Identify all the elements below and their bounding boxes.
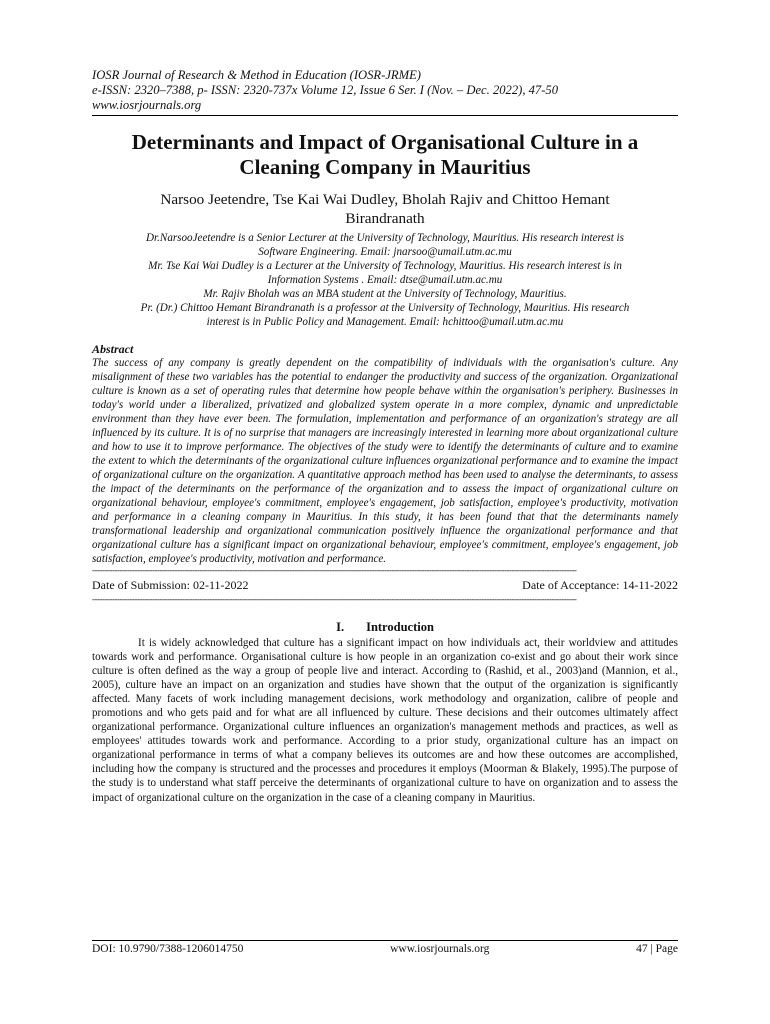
dashed-divider: -------------------------------------------------------------------------------------------------------------------------------------------------------------------------------------------------- (92, 595, 577, 603)
abstract-text: The success of any company is greatly dependent on the compatibility of individuals with the organisation's culture. Any misalignment of these two variables has the potential to endanger the productivity and success of the organization. Organizational culture is known as a set of operating rules that determine how people behave within the organisation's periphery. Businesses in today's world under a liberalized, privatized and globalized system operate in a more complex, dynamic and unpredictable environment than they have ever been. The formulation, implementation and performance of an organization's strategy are all influenced by its culture. It is of no surprise that managers are increasingly interested in learning more about organizational culture and how to use it to improve performance. The objectives of the study were to identify the determinants of culture and to examine the extent to which the determinants of the organizational culture influences organizational performance and to examine the impact of organizational culture on the organization. A quantitative approach method has been used to analyse the determinants, to assess the impact of the determinants on the performance of the organization and to assess the impact of organizational culture on organizational behaviour, employee's commitment, employee's engagement, job satisfaction, employee's productivity, motivation and performance in a cleaning company in Mauritius. In this study, it has been found that that the determinants namely transformational leadership and organizational communication positively influence the organizational performance and that organizational culture has a significant impact on organizational behaviour, employee's commitment, employee's engagement, job satisfaction, employee's productivity, motivation and performance. (92, 357, 678, 565)
affiliation-line: Software Engineering. Email: jnarsoo@umail.utm.ac.mu (258, 246, 512, 258)
affiliation-line: Mr. Rajiv Bholah was an MBA student at the University of Technology, Mauritius. (203, 288, 567, 300)
dashed-divider: -------------------------------------------------------------------------------------------------------------------------------------------------------------------------------------------------- (92, 566, 577, 574)
acceptance-date: Date of Acceptance: 14-11-2022 (522, 578, 678, 592)
abstract-heading: Abstract (92, 342, 134, 356)
section-number: I. (336, 620, 345, 634)
affiliation-line: Information Systems . Email: dtse@umail.utm.ac.mu (267, 274, 503, 286)
author-list (92, 190, 678, 228)
submission-date: Date of Submission: 02-11-2022 (92, 578, 249, 592)
affiliation-line: Mr. Tse Kai Wai Dudley is a Lecturer at the University of Technology, Mauritius. His research interest is in (148, 260, 622, 272)
footer-doi: DOI: 10.9790/7388-1206014750 (92, 943, 244, 955)
title-line-1: Determinants and Impact of Organisational Culture in a (131, 130, 639, 154)
footer-website: www.iosrjournals.org (390, 943, 490, 955)
dates-row (92, 577, 678, 593)
page-footer (92, 940, 678, 957)
introduction-text: It is widely acknowledged that culture has a significant impact on how individuals act, their worldview and attitudes towards work and performance. Organisational culture is how people in an organization co-exist and go about their work since culture is often defined as the way a group of people live and interact. According to (Rashid, et al., 2003)and (Mannion, et al., 2005), culture have an impact on an organization and studies have shown that the output of the organization is significantly affected. Many facets of work including management decisions, work methodology and organization, calibre of people and promotions and who gets paid and for what are all influenced by culture. These decisions and their outcomes ultimately affect organizational performance. Organizational culture influences an organization's management methods and practices, as well as employees' attitudes towards work and performance. According to a prior study, organizational culture has an impact on organizational performance in terms of what a company believes its outcomes are and how these outcomes are accomplished, including how the company is structured and the processes and procedures it employs (Moorman & Blakely, 1995).The purpose of the study is to understand what staff perceive the determinants of organizational culture to have on organization and to assess the impact of organizational culture on the organization in the case of a cleaning company in Mauritius. (92, 637, 678, 804)
title-line-2: Cleaning Company in Mauritius (239, 155, 531, 179)
introduction-heading (92, 620, 678, 635)
journal-name: IOSR Journal of Research & Method in Education (IOSR-JRME) (92, 68, 421, 82)
footer-page-number: 47 | Page (636, 943, 678, 955)
affiliations (92, 231, 678, 329)
header-rule (92, 115, 678, 116)
journal-website: www.iosrjournals.org (92, 98, 202, 112)
authors-line-2: Birandranath (345, 210, 425, 227)
paper-title (92, 130, 678, 180)
section-title: Introduction (366, 620, 434, 634)
affiliation-line: Dr.NarsooJeetendre is a Senior Lecturer at the University of Technology, Mauritius. His research interest is (146, 232, 624, 244)
paper-page (92, 68, 678, 805)
affiliation-line: interest is in Public Policy and Management. Email: hchittoo@umail.utm.ac.mu (206, 316, 564, 328)
affiliation-line: Pr. (Dr.) Chittoo Hemant Birandranath is a professor at the University of Technology, Mauritius. His research (140, 302, 630, 314)
authors-line-1: Narsoo Jeetendre, Tse Kai Wai Dudley, Bholah Rajiv and Chittoo Hemant (160, 191, 610, 208)
journal-header (92, 68, 678, 116)
journal-issn: e-ISSN: 2320–7388, p- ISSN: 2320-737x Volume 12, Issue 6 Ser. I (Nov. – Dec. 2022), 47-50 (92, 83, 558, 97)
